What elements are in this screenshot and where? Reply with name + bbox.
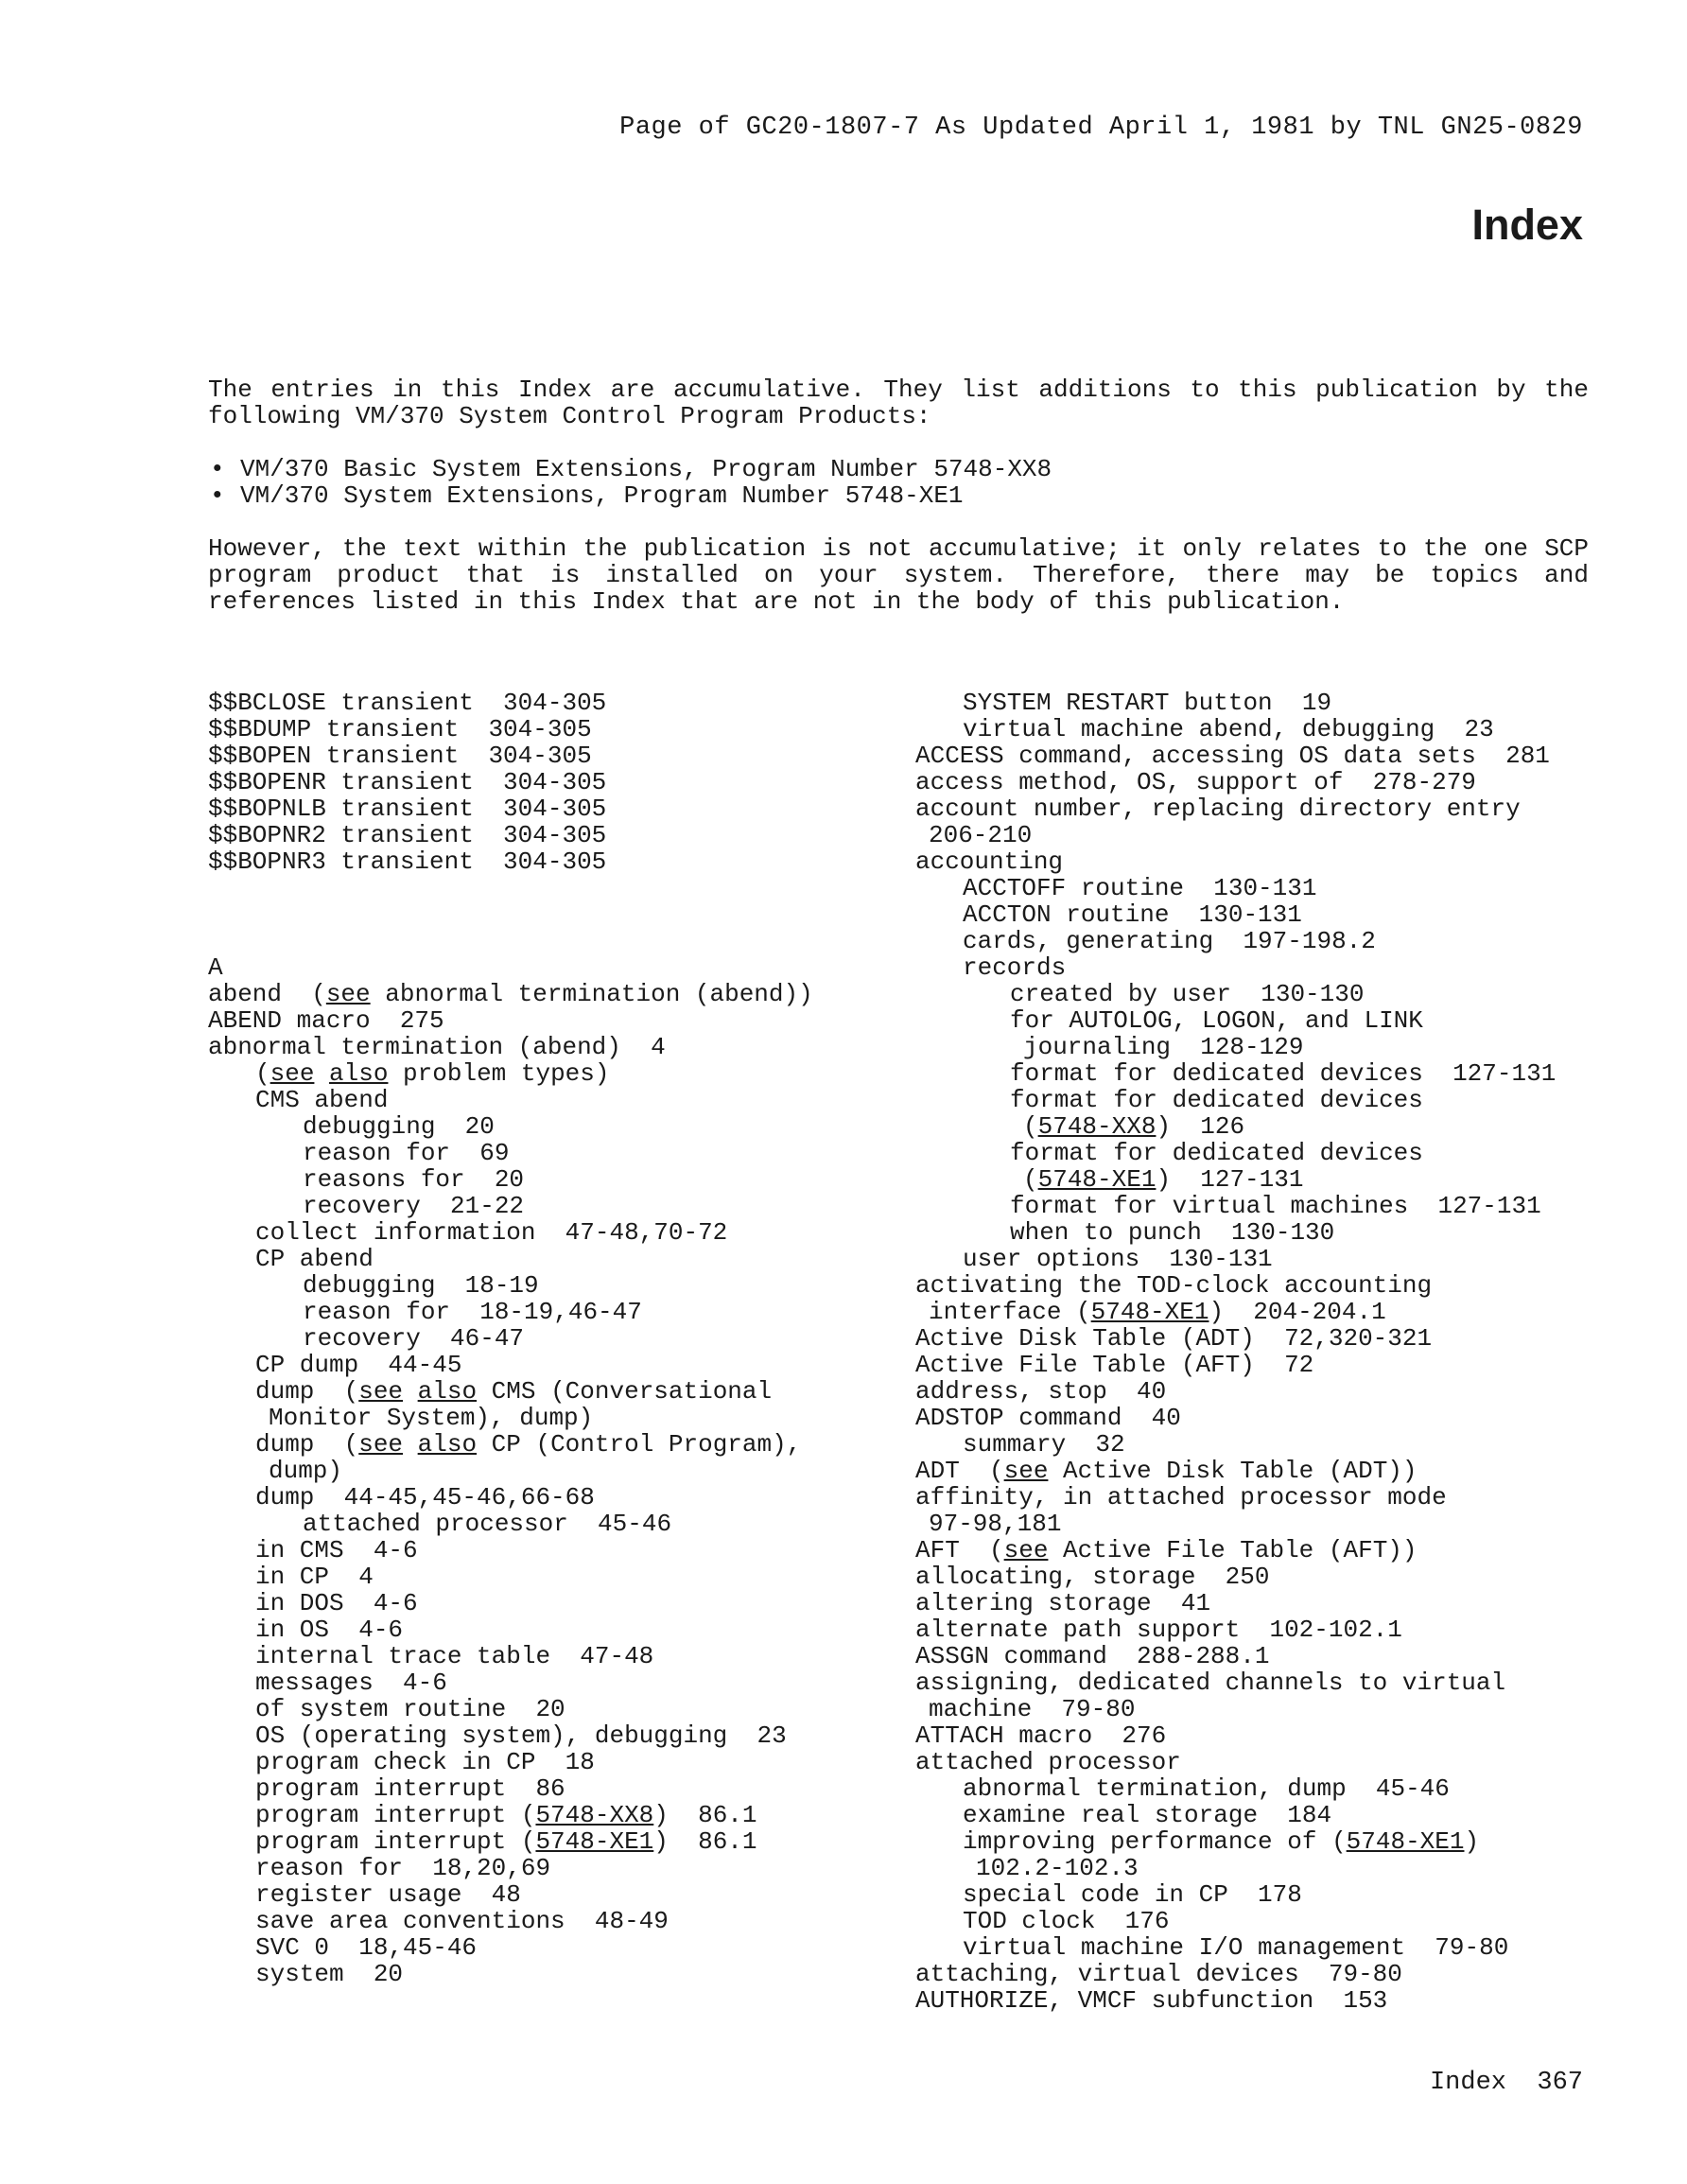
- index-continuation: interface (5748-XE1) 204-204.1: [929, 1298, 1386, 1326]
- index-entry: ADSTOP command 40: [915, 1404, 1181, 1432]
- index-subentry: format for virtual machines 127-131: [1010, 1192, 1541, 1220]
- index-subentry: reason for 18-19,46-47: [303, 1298, 642, 1326]
- index-subentry: in CMS 4-6: [255, 1536, 418, 1564]
- index-subentry: summary 32: [963, 1430, 1125, 1459]
- index-entry: $$BOPNR3 transient 304-305: [208, 847, 607, 876]
- index-entry: ADT (see Active Disk Table (ADT)): [915, 1457, 1417, 1485]
- product-list: [208, 456, 1589, 509]
- page-footer: Index 367: [1429, 2069, 1583, 2097]
- index-entry: abend (see abnormal termination (abend)): [208, 980, 813, 1008]
- index-entry: Active Disk Table (ADT) 72,320-321: [915, 1324, 1433, 1353]
- index-subentry: records: [963, 953, 1067, 982]
- index-entry: activating the TOD-clock accounting: [915, 1271, 1433, 1300]
- index-subentry: dump (see also CP (Control Program),: [255, 1430, 802, 1459]
- index-subentry: internal trace table 47-48: [255, 1642, 654, 1670]
- index-subentry: in OS 4-6: [255, 1616, 404, 1644]
- index-entry: attached processor: [915, 1748, 1181, 1776]
- index-subentry: messages 4-6: [255, 1669, 447, 1697]
- index-entry: $$BOPEN transient 304-305: [208, 742, 592, 770]
- index-subentry: OS (operating system), debugging 23: [255, 1721, 787, 1750]
- index-subentry: program interrupt 86: [255, 1774, 565, 1803]
- index-entry: altering storage 41: [915, 1589, 1211, 1617]
- index-entry: $$BOPNLB transient 304-305: [208, 795, 607, 823]
- intro-section: [208, 376, 1589, 641]
- index-entry: AFT (see Active File Table (AFT)): [915, 1536, 1417, 1564]
- index-entry: Active File Table (AFT) 72: [915, 1351, 1314, 1379]
- index-continuation: 206-210: [929, 821, 1033, 849]
- index-subentry: ACCTON routine 130-131: [963, 900, 1302, 929]
- index-entry: address, stop 40: [915, 1377, 1167, 1406]
- index-entry: assigning, dedicated channels to virtual: [915, 1669, 1506, 1697]
- index-entry: ATTACH macro 276: [915, 1721, 1167, 1750]
- index-subentry: special code in CP 178: [963, 1880, 1302, 1909]
- index-subentry: program check in CP 18: [255, 1748, 595, 1776]
- index-continuation: journaling 128-129: [1023, 1033, 1304, 1061]
- index-subentry: dump 44-45,45-46,66-68: [255, 1483, 595, 1511]
- index-subentry: created by user 130-130: [1010, 980, 1365, 1008]
- section-letter: A: [208, 953, 223, 982]
- index-subentry: system 20: [255, 1960, 404, 1988]
- list-item: • VM/370 System Extensions, Program Number 5748-XE1: [208, 482, 1589, 509]
- index-subentry: recovery 21-22: [303, 1192, 525, 1220]
- index-continuation: machine 79-80: [929, 1695, 1136, 1723]
- index-subentry: format for dedicated devices 127-131: [1010, 1059, 1557, 1088]
- index-entry: ABEND macro 275: [208, 1006, 444, 1035]
- index-continuation: Monitor System), dump): [269, 1404, 594, 1432]
- index-subentry: CMS abend: [255, 1086, 389, 1114]
- index-subentry: collect information 47-48,70-72: [255, 1218, 728, 1247]
- index-entry: AUTHORIZE, VMCF subfunction 153: [915, 1986, 1388, 2015]
- index-subentry: CP dump 44-45: [255, 1351, 462, 1379]
- index-entry: ACCESS command, accessing OS data sets 281: [915, 742, 1550, 770]
- index-continuation: (5748-XX8) 126: [1023, 1112, 1245, 1141]
- index-subentry: virtual machine I/O management 79-80: [963, 1933, 1509, 1962]
- index-subentry: when to punch 130-130: [1010, 1218, 1335, 1247]
- index-subentry: recovery 46-47: [303, 1324, 525, 1353]
- index-subentry: for AUTOLOG, LOGON, and LINK: [1010, 1006, 1423, 1035]
- index-subentry: ACCTOFF routine 130-131: [963, 874, 1317, 902]
- list-item: • VM/370 Basic System Extensions, Program Number 5748-XX8: [208, 456, 1589, 482]
- index-subentry: save area conventions 48-49: [255, 1907, 669, 1935]
- index-subentry: virtual machine abend, debugging 23: [963, 715, 1494, 743]
- index-entry: $$BDUMP transient 304-305: [208, 715, 592, 743]
- index-subentry: CP abend: [255, 1245, 374, 1273]
- intro-note: However, the text within the publication is not accumulative; it only relates to the one SCP program product that is installed on your system. Therefore, there may be topics and references listed in this Index that are not in the body of this publication.: [208, 534, 1589, 616]
- index-entry: $$BCLOSE transient 304-305: [208, 689, 607, 717]
- running-head: Page of GC20-1807-7 As Updated April 1, 1981 by TNL GN25-0829: [619, 114, 1583, 142]
- index-entry: ASSGN command 288-288.1: [915, 1642, 1270, 1670]
- index-entry: $$BOPENR transient 304-305: [208, 768, 607, 796]
- index-entry: access method, OS, support of 278-279: [915, 768, 1476, 796]
- index-subentry: debugging 20: [303, 1112, 495, 1141]
- index-subentry: program interrupt (5748-XE1) 86.1: [255, 1827, 757, 1856]
- index-subentry: reason for 69: [303, 1139, 510, 1167]
- index-subentry: reasons for 20: [303, 1165, 525, 1194]
- index-column-left: [208, 690, 870, 1987]
- index-subentry: dump (see also CMS (Conversational: [255, 1377, 773, 1406]
- index-subentry: format for dedicated devices: [1010, 1139, 1423, 1167]
- index-continuation: 97-98,181: [929, 1510, 1062, 1538]
- index-subentry: improving performance of (5748-XE1): [963, 1827, 1480, 1856]
- index-subentry: in DOS 4-6: [255, 1589, 418, 1617]
- index-subentry: reason for 18,20,69: [255, 1854, 551, 1882]
- index-subentry: SYSTEM RESTART button 19: [963, 689, 1332, 717]
- index-entry: account number, replacing directory entry: [915, 795, 1521, 823]
- index-subentry: examine real storage 184: [963, 1801, 1332, 1829]
- intro-paragraph: The entries in this Index are accumulative. They list additions to this publication by the following VM/370 System Control Program Products:: [208, 376, 1589, 430]
- index-subentry: debugging 18-19: [303, 1271, 539, 1300]
- index-subentry: register usage 48: [255, 1880, 521, 1909]
- index-entry: allocating, storage 250: [915, 1563, 1270, 1591]
- index-subentry: abnormal termination, dump 45-46: [963, 1774, 1450, 1803]
- index-subentry: format for dedicated devices: [1010, 1086, 1423, 1114]
- index-subentry: TOD clock 176: [963, 1907, 1170, 1935]
- index-entry: affinity, in attached processor mode: [915, 1483, 1447, 1511]
- index-subentry: of system routine 20: [255, 1695, 565, 1723]
- index-entry: $$BOPNR2 transient 304-305: [208, 821, 607, 849]
- index-entry: abnormal termination (abend) 4: [208, 1033, 666, 1061]
- index-subentry: attached processor 45-46: [303, 1510, 672, 1538]
- index-subentry: user options 130-131: [963, 1245, 1273, 1273]
- index-entry: alternate path support 102-102.1: [915, 1616, 1402, 1644]
- index-subentry: cards, generating 197-198.2: [963, 927, 1376, 955]
- index-subentry: SVC 0 18,45-46: [255, 1933, 478, 1962]
- index-subentry: program interrupt (5748-XX8) 86.1: [255, 1801, 757, 1829]
- index-entry: attaching, virtual devices 79-80: [915, 1960, 1402, 1988]
- page-title: Index: [1471, 201, 1583, 249]
- index-entry: accounting: [915, 847, 1064, 876]
- index-subentry: (see also problem types): [255, 1059, 610, 1088]
- index-subentry: in CP 4: [255, 1563, 374, 1591]
- index-continuation: dump): [269, 1457, 343, 1485]
- index-column-right: [915, 690, 1596, 2014]
- index-continuation: 102.2-102.3: [976, 1854, 1139, 1882]
- index-continuation: (5748-XE1) 127-131: [1023, 1165, 1304, 1194]
